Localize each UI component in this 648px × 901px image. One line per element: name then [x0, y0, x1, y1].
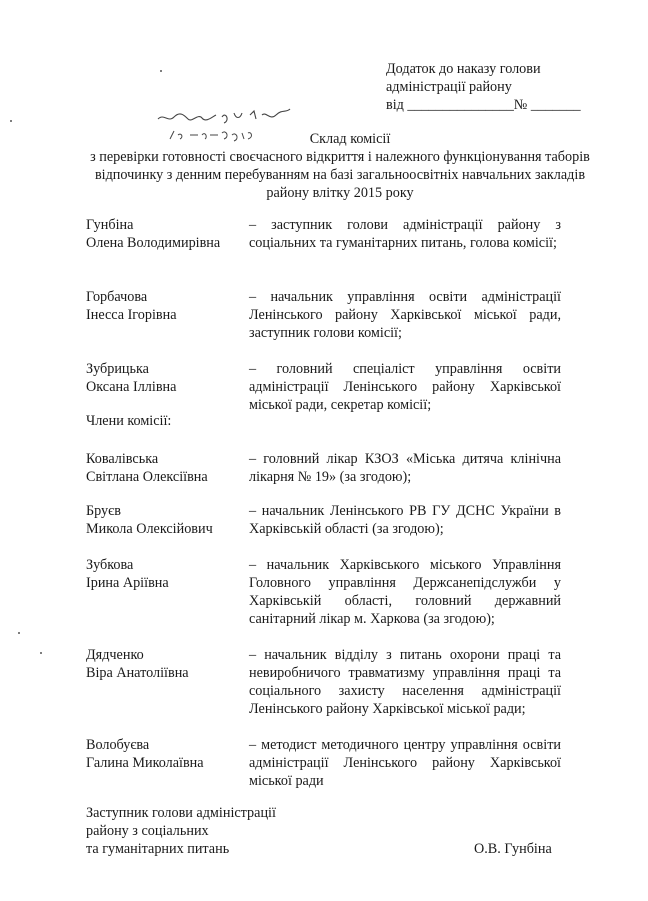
signatory-name: О.В. Гунбіна — [474, 841, 552, 857]
addendum-line-1: Додаток до наказу голови — [386, 61, 541, 77]
member-surname: Дядченко — [86, 647, 144, 663]
member-surname: Волобуєва — [86, 737, 150, 753]
member-name — [86, 360, 246, 396]
member-given-names: Інесса Ігорівна — [86, 307, 177, 323]
member-role: – головний спеціаліст управління освіти адміністрації Ленінського району Харківської міської ради, секретар комісії; — [249, 361, 561, 413]
signatory-title-line-2: району з соціальних — [86, 823, 209, 839]
member-surname: Ковалівська — [86, 451, 159, 467]
scan-speck — [40, 652, 42, 654]
title-line-1: Склад комісії — [309, 131, 391, 147]
member-given-names: Ірина Аріївна — [86, 575, 169, 591]
member-name — [86, 216, 246, 252]
member-name — [86, 736, 246, 772]
member-role: – начальник управління освіти адміністрації Ленінського району Харківської міської ради, заступник голови комісії; — [249, 289, 561, 341]
signatory-title — [86, 804, 386, 858]
member-surname: Бруєв — [86, 503, 121, 519]
member-surname: Гунбіна — [86, 217, 134, 233]
member-name — [86, 502, 246, 538]
scan-speck — [10, 120, 12, 122]
title-line-4: району влітку 2015 року — [266, 185, 414, 201]
addendum-line-2: адміністрації району — [386, 79, 512, 95]
member-given-names: Світлана Олексіївна — [86, 469, 208, 485]
title-line-2: з перевірки готовності своєчасного відкриття і належного функціонування таборів — [90, 149, 590, 165]
member-role: – заступник голови адміністрації району з соціальних та гуманітарних питань, голова комісії; — [249, 217, 561, 251]
addendum-line-3: від _______________№ _______ — [386, 97, 581, 113]
member-role: – начальник Харківського міського Управління Головного управління Держсанепідслужби у Харківській області, головний державний санітарний лікар м. Харкова (за згодою); — [249, 557, 561, 627]
member-surname: Зубрицька — [86, 361, 149, 377]
member-role: – начальник Ленінського РВ ГУ ДСНС України в Харківській області (за згодою); — [249, 503, 561, 537]
member-given-names: Віра Анатоліївна — [86, 665, 189, 681]
scan-speck — [18, 632, 20, 634]
member-given-names: Галина Миколаївна — [86, 755, 204, 771]
member-name — [86, 556, 246, 592]
members-heading: Члени комісії: — [86, 413, 172, 429]
member-name — [86, 646, 246, 682]
member-role: – методист методичного центру управління освіти адміністрації Ленінського району Харківської міської ради — [249, 737, 561, 789]
member-role: – начальник відділу з питань охорони праці та невиробничого травматизму управління праці та соціального захисту населення адміністрації Ленінського району Харківської міської ради; — [249, 647, 561, 717]
member-given-names: Оксана Іллівна — [86, 379, 177, 395]
document-title — [60, 130, 620, 202]
scan-speck — [160, 70, 162, 72]
signatory-title-line-3: та гуманітарних питань — [86, 841, 230, 857]
title-line-3: відпочинку з денним перебуванням на базі загальноосвітніх навчальних закладів — [94, 167, 586, 183]
signatory-title-line-1: Заступник голови адміністрації — [86, 805, 276, 821]
member-name — [86, 450, 246, 486]
member-surname: Зубкова — [86, 557, 134, 573]
member-given-names: Олена Володимирівна — [86, 235, 221, 251]
member-name — [86, 288, 246, 324]
member-given-names: Микола Олексійович — [86, 521, 213, 537]
member-surname: Горбачова — [86, 289, 148, 305]
addendum-block — [386, 60, 626, 114]
member-role: – головний лікар КЗОЗ «Міська дитяча клінічна лікарня № 19» (за згодою); — [249, 451, 561, 485]
